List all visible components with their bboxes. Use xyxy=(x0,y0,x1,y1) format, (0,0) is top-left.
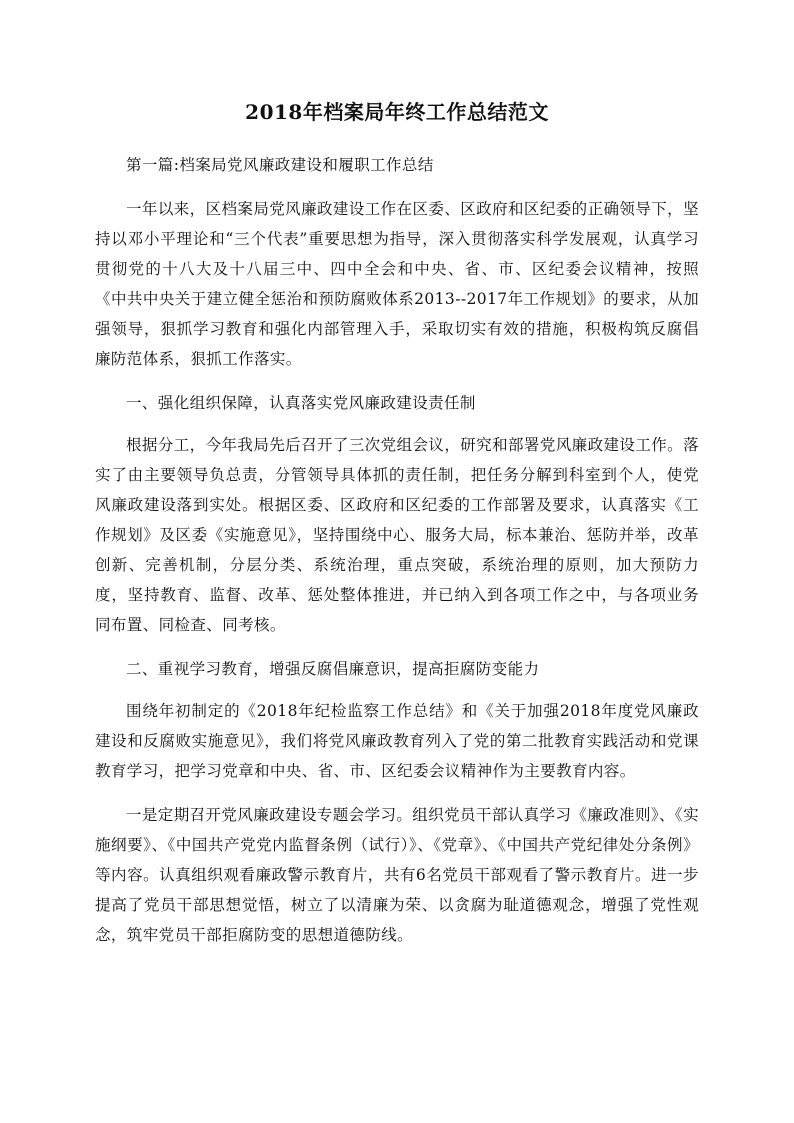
chapter-heading: 第一篇:档案局党风廉政建设和履职工作总结 xyxy=(126,156,434,174)
document-title: 2018年档案局年终工作总结范文 xyxy=(245,100,549,124)
section1-paragraph: 根据分工，今年我局先后召开了三次党组会议，研究和部署党风廉政建设工作。落实了由主要领导负总责，分管领导具体抓的责任制，把任务分解到科室到个人，使党风廉政建设落到实处。根据区委、区政府和区纪委的工作部署及要求，认真落实《工作规划》及区委《实施意见》，坚持围绕中心、服务大局，标本兼治、惩防并举，改革创新、完善机制，分层分类、系统治理，重点突破，系统治理的原则，加大预防力度，坚持教育、监督、改革、惩处整体推进，并已纳入到各项工作之中，与各项业务同布置、同检查、同考核。 xyxy=(95,436,699,634)
section1-heading: 一、强化组织保障，认真落实党风廉政建设责任制 xyxy=(126,394,476,412)
section2-paragraph: 围绕年初制定的《2018年纪检监察工作总结》和《关于加强2018年度党风廉政建设和反腐败实施意见》，我们将党风廉政教育列入了党的第二批教育实践活动和党课教育学习，把学习党章和中央、省、市、区纪委会议精神作为主要教育内容。 xyxy=(95,702,699,780)
section2-item1-paragraph: 一是定期召开党风廉政建设专题会学习。组织党员干部认真学习《廉政准则》、《实施纲要》、《中国共产党党内监督条例（试行）》、《党章》、《中国共产党纪律处分条例》等内容。认真组织观看廉政警示教育片，共有6名党员干部观看了警示教育片。进一步提高了党员干部思想觉悟，树立了以清廉为荣、以贪腐为耻道德观念，增强了党性观念，筑牢党员干部拒腐防变的思想道德防线。 xyxy=(95,806,699,944)
document-body xyxy=(95,150,699,950)
intro-paragraph: 一年以来，区档案局党风廉政建设工作在区委、区政府和区纪委的正确领导下，坚持以邓小平理论和“三个代表”重要思想为指导，深入贯彻落实科学发展观，认真学习贯彻党的十八大及十八届三中、四中全会和中央、省、市、区纪委会议精神，按照《中共中央关于建立健全惩治和预防腐败体系2013--2017年工作规划》的要求，从加强领导，狠抓学习教育和强化内部管理入手，采取切实有效的措施，积极构筑反腐倡廉防范体系，狠抓工作落实。 xyxy=(95,200,699,368)
section2-heading: 二、重视学习教育，增强反腐倡廉意识，提高拒腐防变能力 xyxy=(126,660,540,678)
